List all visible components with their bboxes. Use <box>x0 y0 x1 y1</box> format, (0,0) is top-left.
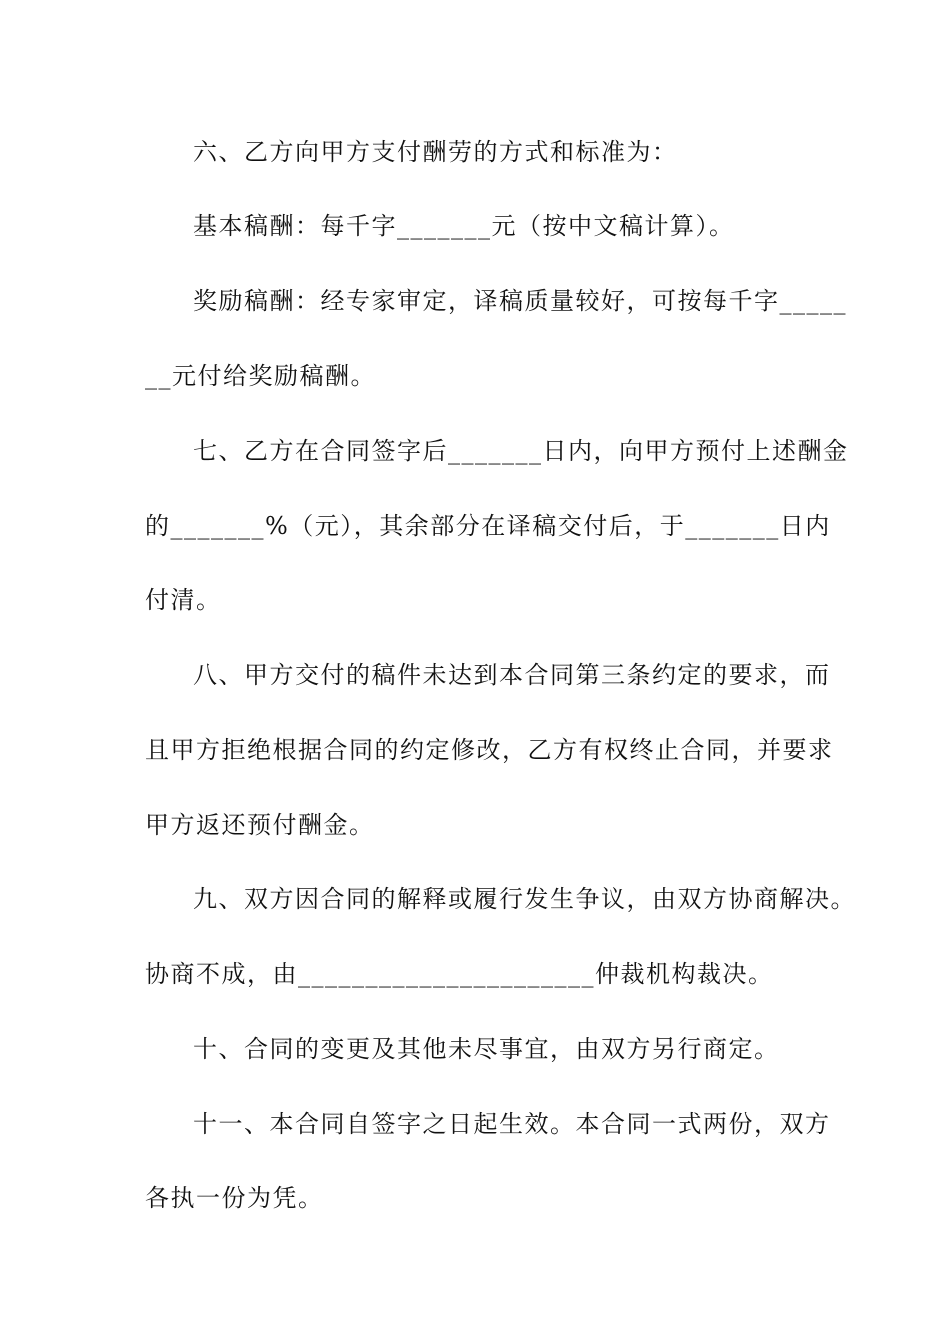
clause-7-line2: 的_______%（元），其余部分在译稿交付后，于_______日内 <box>145 512 831 540</box>
clause-7-line1: 七、乙方在合同签字后_______日内，向甲方预付上述酬金 <box>193 437 849 465</box>
clause-10: 十、合同的变更及其他未尽事宜，由双方另行商定。 <box>193 1035 780 1063</box>
clause-8-line3: 甲方返还预付酬金。 <box>145 811 375 839</box>
clause-11-line1: 十一、本合同自签字之日起生效。本合同一式两份，双方 <box>193 1110 831 1138</box>
clause-7-line3: 付清。 <box>145 586 222 614</box>
clause-8-line2: 且甲方拒绝根据合同的约定修改，乙方有权终止合同，并要求 <box>145 736 834 764</box>
clause-9-line2: 协商不成，由______________________仲裁机构裁决。 <box>145 960 774 988</box>
clause-6-bonus-fee-line1: 奖励稿酬：经专家审定，译稿质量较好，可按每千字_____ <box>193 287 847 315</box>
clause-6-basic-fee: 基本稿酬：每千字_______元（按中文稿计算）。 <box>193 212 735 240</box>
clause-11-line2: 各执一份为凭。 <box>145 1184 324 1212</box>
clause-8-line1: 八、甲方交付的稿件未达到本合同第三条约定的要求，而 <box>193 661 831 689</box>
clause-6-bonus-fee-line2: __元付给奖励稿酬。 <box>145 362 376 390</box>
clause-9-line1: 九、双方因合同的解释或履行发生争议，由双方协商解决。 <box>193 885 856 913</box>
clause-6-heading: 六、乙方向甲方支付酬劳的方式和标准为： <box>193 138 678 166</box>
